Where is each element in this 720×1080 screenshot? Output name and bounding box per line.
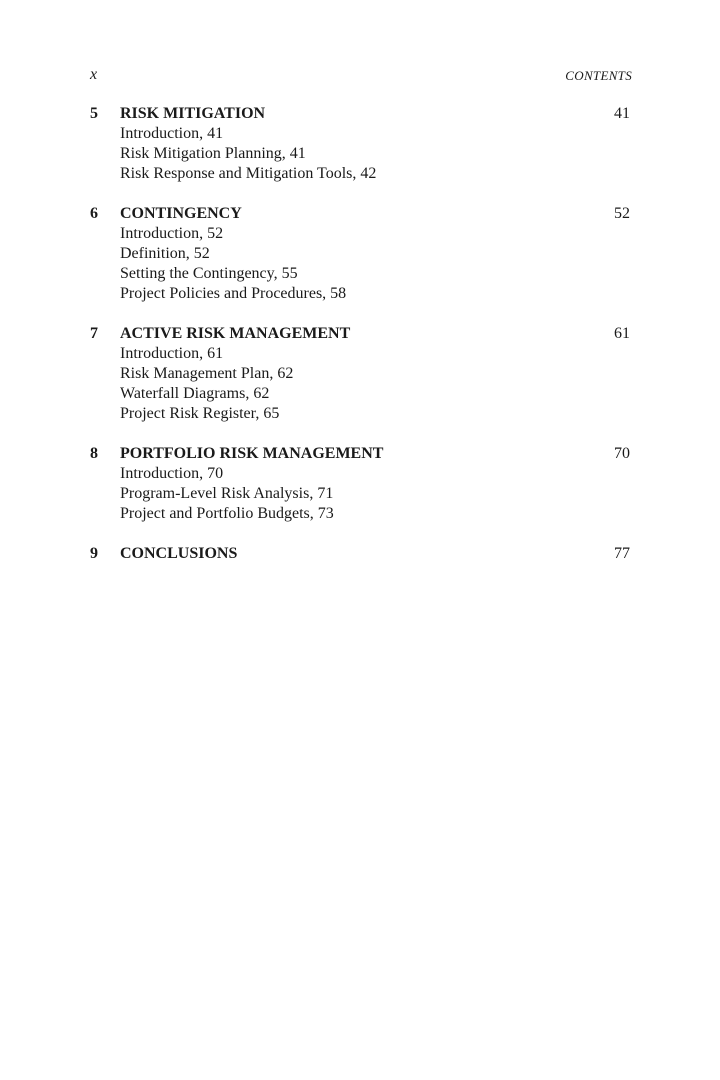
toc-section-entry: Introduction, 61 xyxy=(120,345,224,362)
section-list xyxy=(90,464,632,524)
running-title: CONTENTS xyxy=(565,68,632,83)
chapter-page-number: 52 xyxy=(614,205,630,222)
toc-section-entry: Introduction, 41 xyxy=(120,125,224,142)
chapter-heading xyxy=(90,544,632,564)
toc-section-entry: Setting the Contingency, 55 xyxy=(120,265,298,282)
chapter-title: CONCLUSIONS xyxy=(120,545,238,562)
toc-chapter-6 xyxy=(90,204,632,304)
toc-chapter-9 xyxy=(90,544,632,564)
chapter-heading xyxy=(90,444,632,464)
toc-chapter-8 xyxy=(90,444,632,524)
chapter-title: ACTIVE RISK MANAGEMENT xyxy=(120,325,351,342)
chapter-heading xyxy=(90,204,632,224)
chapter-number: 8 xyxy=(90,445,98,462)
table-of-contents xyxy=(90,104,632,584)
toc-section-entry: Introduction, 52 xyxy=(120,225,224,242)
page-number: x xyxy=(90,66,98,83)
chapter-number: 5 xyxy=(90,105,98,122)
section-list xyxy=(90,124,632,184)
toc-section-entry: Risk Management Plan, 62 xyxy=(120,365,294,382)
chapter-title: RISK MITIGATION xyxy=(120,105,266,122)
toc-section-entry: Waterfall Diagrams, 62 xyxy=(120,385,270,402)
chapter-page-number: 77 xyxy=(614,545,630,562)
toc-section-entry: Definition, 52 xyxy=(120,245,210,262)
chapter-page-number: 61 xyxy=(614,325,630,342)
chapter-heading xyxy=(90,324,632,344)
running-header xyxy=(90,66,632,88)
chapter-page-number: 70 xyxy=(614,445,630,462)
chapter-title: PORTFOLIO RISK MANAGEMENT xyxy=(120,445,384,462)
toc-section-entry: Introduction, 70 xyxy=(120,465,224,482)
toc-section-entry: Risk Response and Mitigation Tools, 42 xyxy=(120,165,377,182)
toc-section-entry: Project Risk Register, 65 xyxy=(120,405,280,422)
chapter-number: 6 xyxy=(90,205,98,222)
chapter-heading xyxy=(90,104,632,124)
chapter-number: 9 xyxy=(90,545,98,562)
chapter-title: CONTINGENCY xyxy=(120,205,242,222)
section-list xyxy=(90,224,632,304)
toc-section-entry: Project and Portfolio Budgets, 73 xyxy=(120,505,334,522)
chapter-page-number: 41 xyxy=(614,105,630,122)
toc-chapter-5 xyxy=(90,104,632,184)
toc-chapter-7 xyxy=(90,324,632,424)
toc-section-entry: Program-Level Risk Analysis, 71 xyxy=(120,485,334,502)
toc-section-entry: Project Policies and Procedures, 58 xyxy=(120,285,347,302)
section-list xyxy=(90,344,632,424)
chapter-number: 7 xyxy=(90,325,98,342)
toc-section-entry: Risk Mitigation Planning, 41 xyxy=(120,145,306,162)
